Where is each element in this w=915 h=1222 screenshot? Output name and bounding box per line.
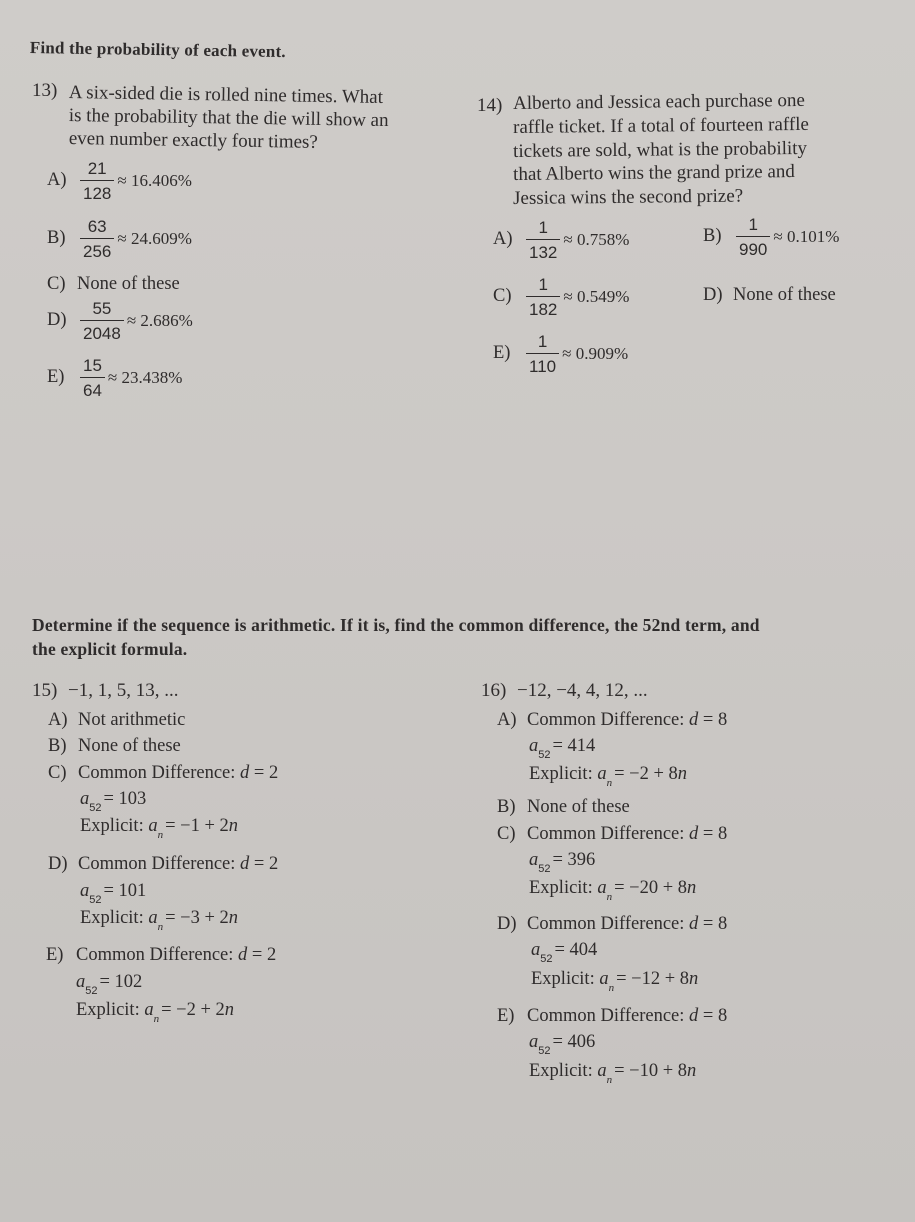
common-difference-label: Common Difference: xyxy=(527,914,690,934)
difference-variable: d xyxy=(689,914,699,934)
explicit-label: Explicit: xyxy=(529,878,598,898)
formula-expression: = −20 + 8 xyxy=(614,878,688,898)
approx-value: ≈ 24.609% xyxy=(117,229,192,248)
question-number: 15) xyxy=(32,680,58,701)
term-variable: a xyxy=(529,736,539,756)
answer-choice[interactable] xyxy=(493,333,628,375)
term-value: = 103 xyxy=(103,789,147,809)
choice-text: Not arithmetic xyxy=(78,710,186,730)
term-variable: a xyxy=(80,789,90,809)
section-heading-probability: Find the probability of each event. xyxy=(29,38,286,62)
choice-label: D) xyxy=(497,914,517,934)
common-difference-label: Common Difference: xyxy=(527,824,690,844)
answer-choice[interactable] xyxy=(48,736,181,757)
common-difference-line xyxy=(497,1006,727,1027)
question-text-line: tickets are sold, what is the probability xyxy=(513,137,808,162)
common-difference-line xyxy=(497,824,727,845)
term-52-line xyxy=(80,789,147,814)
explicit-label: Explicit: xyxy=(80,908,149,928)
term-52-line xyxy=(529,1032,596,1057)
term-value: = 406 xyxy=(552,1032,596,1052)
term-52-line xyxy=(529,850,596,875)
question-text-line: A six-sided die is rolled nine times. What xyxy=(68,82,384,108)
sequence-text: −12, −4, 4, 12, ... xyxy=(517,680,648,701)
choice-label: E) xyxy=(46,945,64,965)
choice-text: None of these xyxy=(733,285,836,305)
difference-value: = 8 xyxy=(698,824,728,844)
term-variable: a xyxy=(80,881,90,901)
choice-text: None of these xyxy=(78,736,181,756)
fraction xyxy=(526,333,559,375)
choice-label: C) xyxy=(497,824,516,844)
answer-choice[interactable] xyxy=(703,285,836,306)
common-difference-line xyxy=(46,945,276,966)
explicit-formula-line xyxy=(80,816,239,841)
formula-variable: a xyxy=(599,969,609,989)
explicit-label: Explicit: xyxy=(76,1000,145,1020)
denominator: 132 xyxy=(526,239,560,261)
numerator: 15 xyxy=(83,356,102,375)
formula-n: n xyxy=(228,908,239,928)
question-text-line: is the probability that the die will show an xyxy=(68,105,389,132)
choice-label: E) xyxy=(497,1006,515,1026)
term-value: = 396 xyxy=(552,850,596,870)
term-subscript: 52 xyxy=(538,863,551,875)
approx-value: ≈ 23.438% xyxy=(107,368,183,387)
fraction xyxy=(80,160,114,202)
approx-value: ≈ 2.686% xyxy=(126,311,193,330)
formula-variable: a xyxy=(148,908,158,928)
numerator: 63 xyxy=(87,217,107,236)
difference-value: = 2 xyxy=(249,763,279,783)
difference-variable: d xyxy=(689,1006,699,1026)
common-difference-label: Common Difference: xyxy=(78,763,241,783)
explicit-formula-line xyxy=(529,878,697,903)
choice-label: B) xyxy=(703,226,722,247)
term-variable: a xyxy=(531,940,541,960)
explicit-formula-line xyxy=(76,1000,235,1025)
numerator: 1 xyxy=(538,275,548,294)
explicit-label: Explicit: xyxy=(80,816,149,836)
term-subscript: 52 xyxy=(85,985,98,997)
choice-label: A) xyxy=(47,170,67,191)
fraction xyxy=(80,357,105,399)
denominator: 64 xyxy=(80,377,105,399)
term-subscript: 52 xyxy=(538,749,551,761)
term-subscript: 52 xyxy=(538,1045,551,1057)
term-value: = 414 xyxy=(552,736,596,756)
formula-n: n xyxy=(689,969,699,989)
question-text-line: that Alberto wins the grand prize and xyxy=(513,161,795,185)
formula-variable: a xyxy=(597,878,607,898)
common-difference-line xyxy=(497,914,727,935)
approx-value: ≈ 0.101% xyxy=(773,227,840,246)
formula-subscript: n xyxy=(606,891,613,903)
question-text-line: raffle ticket. If a total of fourteen raffle xyxy=(513,113,809,138)
answer-choice[interactable] xyxy=(47,357,182,399)
answer-choice[interactable] xyxy=(47,218,192,260)
fraction xyxy=(80,300,124,342)
formula-n: n xyxy=(687,1061,697,1081)
answer-choice[interactable] xyxy=(497,797,630,818)
formula-n: n xyxy=(687,878,697,898)
term-variable: a xyxy=(529,1032,539,1052)
difference-value: = 2 xyxy=(247,945,277,965)
difference-variable: d xyxy=(689,710,699,730)
formula-expression: = −10 + 8 xyxy=(614,1061,688,1081)
choice-label: C) xyxy=(48,763,67,783)
choice-label: A) xyxy=(48,710,68,730)
fraction xyxy=(526,219,560,261)
formula-expression: = −2 + 2 xyxy=(161,1000,225,1020)
approx-value: ≈ 0.758% xyxy=(563,230,630,249)
denominator: 990 xyxy=(736,236,770,258)
fraction xyxy=(526,276,560,318)
choice-label: D) xyxy=(48,854,68,874)
choice-label: E) xyxy=(47,367,65,388)
term-52-line xyxy=(80,881,147,906)
formula-variable: a xyxy=(144,1000,154,1020)
formula-subscript: n xyxy=(606,777,613,789)
term-variable: a xyxy=(76,972,86,992)
choice-label: C) xyxy=(493,286,512,307)
denominator: 182 xyxy=(526,296,560,318)
denominator: 2048 xyxy=(80,320,124,342)
difference-value: = 8 xyxy=(698,1006,728,1026)
numerator: 1 xyxy=(538,218,548,237)
answer-choice[interactable] xyxy=(493,219,629,261)
common-difference-line xyxy=(48,854,278,875)
formula-expression: = −12 + 8 xyxy=(616,969,690,989)
formula-variable: a xyxy=(597,764,607,784)
term-subscript: 52 xyxy=(540,953,553,965)
fraction xyxy=(80,218,114,260)
formula-subscript: n xyxy=(157,921,164,933)
explicit-formula-line xyxy=(531,969,699,994)
common-difference-line xyxy=(48,763,278,784)
term-value: = 101 xyxy=(103,881,147,901)
sequence-text: −1, 1, 5, 13, ... xyxy=(68,680,179,701)
denominator: 256 xyxy=(80,238,114,260)
answer-choice[interactable] xyxy=(703,216,839,258)
answer-choice[interactable] xyxy=(47,160,192,202)
common-difference-line xyxy=(497,710,727,731)
explicit-label: Explicit: xyxy=(529,1061,598,1081)
choice-label: D) xyxy=(703,285,723,305)
choice-label: C) xyxy=(47,274,66,294)
term-52-line xyxy=(531,940,598,965)
difference-variable: d xyxy=(240,854,250,874)
common-difference-label: Common Difference: xyxy=(527,710,690,730)
common-difference-label: Common Difference: xyxy=(76,945,239,965)
common-difference-label: Common Difference: xyxy=(527,1006,690,1026)
choice-text: None of these xyxy=(77,274,180,294)
explicit-formula-line xyxy=(529,764,688,789)
answer-choice[interactable] xyxy=(48,710,185,731)
section-heading-sequence-line2: the explicit formula. xyxy=(32,639,188,659)
difference-value: = 8 xyxy=(698,914,728,934)
numerator: 1 xyxy=(537,332,548,351)
numerator: 21 xyxy=(87,159,107,178)
formula-subscript: n xyxy=(606,1074,613,1086)
question-number: 14) xyxy=(477,95,503,116)
formula-subscript: n xyxy=(608,982,615,994)
term-variable: a xyxy=(529,850,539,870)
explicit-formula-line xyxy=(529,1061,697,1086)
question-text-line: Alberto and Jessica each purchase one xyxy=(513,89,805,114)
approx-value: ≈ 0.909% xyxy=(562,344,629,363)
denominator: 128 xyxy=(80,180,114,202)
formula-subscript: n xyxy=(153,1013,160,1025)
choice-label: A) xyxy=(497,710,517,730)
formula-n: n xyxy=(228,816,239,836)
section-heading-sequence-line1: Determine if the sequence is arithmetic. If it is, find the common difference, the 52nd term, and xyxy=(32,615,760,635)
formula-expression: = −2 + 8 xyxy=(614,764,678,784)
term-subscript: 52 xyxy=(89,802,102,814)
difference-variable: d xyxy=(240,763,250,783)
choice-label: D) xyxy=(47,310,67,331)
difference-value: = 8 xyxy=(698,710,728,730)
choice-text: None of these xyxy=(527,797,630,817)
choice-label: E) xyxy=(493,343,511,364)
difference-value: = 2 xyxy=(249,854,279,874)
formula-variable: a xyxy=(597,1061,607,1081)
term-52-line xyxy=(529,736,596,761)
choice-label: B) xyxy=(48,736,67,756)
difference-variable: d xyxy=(238,945,248,965)
choice-label: B) xyxy=(47,228,66,249)
question-text-line: even number exactly four times? xyxy=(68,128,318,153)
explicit-label: Explicit: xyxy=(531,969,600,989)
formula-variable: a xyxy=(148,816,158,836)
formula-n: n xyxy=(677,764,688,784)
approx-value: ≈ 16.406% xyxy=(117,171,192,190)
numerator: 55 xyxy=(92,299,112,318)
explicit-formula-line xyxy=(80,908,239,933)
explicit-label: Explicit: xyxy=(529,764,598,784)
answer-choice[interactable] xyxy=(47,274,180,295)
formula-expression: = −3 + 2 xyxy=(165,908,229,928)
choice-label: A) xyxy=(493,229,513,250)
choice-label: B) xyxy=(497,797,516,817)
question-number: 16) xyxy=(481,680,507,701)
formula-expression: = −1 + 2 xyxy=(165,816,229,836)
numerator: 1 xyxy=(748,215,758,234)
denominator: 110 xyxy=(526,353,559,375)
question-text-line: Jessica wins the second prize? xyxy=(513,185,744,209)
common-difference-label: Common Difference: xyxy=(78,854,241,874)
term-value: = 102 xyxy=(99,972,143,992)
term-52-line xyxy=(76,972,143,997)
answer-choice[interactable] xyxy=(47,300,193,342)
term-subscript: 52 xyxy=(89,894,102,906)
formula-n: n xyxy=(224,1000,235,1020)
question-number: 13) xyxy=(32,80,58,101)
term-value: = 404 xyxy=(554,940,598,960)
answer-choice[interactable] xyxy=(493,276,629,318)
formula-subscript: n xyxy=(157,829,164,841)
difference-variable: d xyxy=(689,824,699,844)
fraction xyxy=(736,216,770,258)
approx-value: ≈ 0.549% xyxy=(563,287,630,306)
